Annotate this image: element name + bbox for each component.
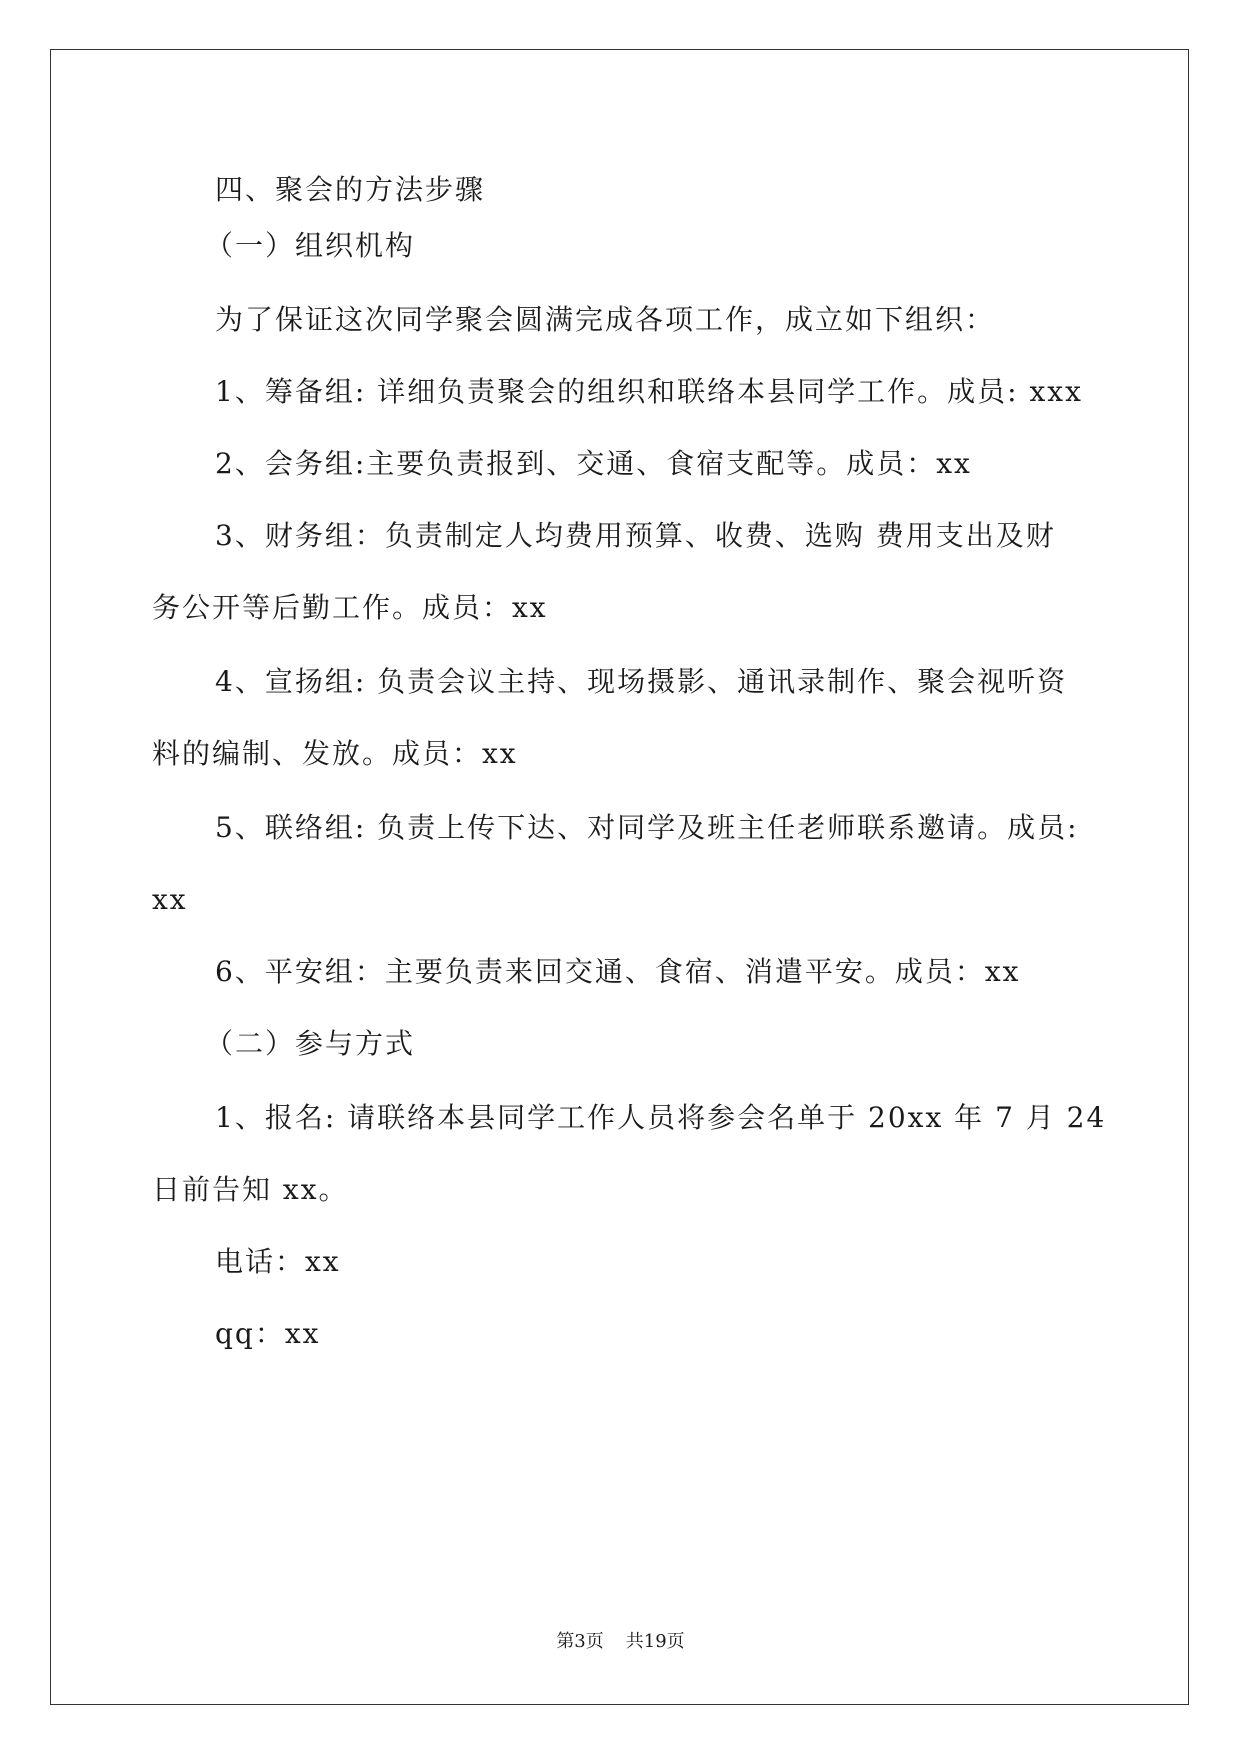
paragraph-item-6: 6、平安组：主要负责来回交通、食宿、消遣平安。成员：xx: [215, 955, 1021, 988]
paragraph-intro: 为了保证这次同学聚会圆满完成各项工作，成立如下组织：: [215, 303, 996, 336]
paragraph-item-2: 2、会务组:主要负责报到、交通、食宿支配等。成员：xx: [215, 447, 972, 480]
page-number-current: 第3页: [556, 1631, 604, 1652]
subsection-heading-participation: （二）参与方式: [205, 1027, 416, 1060]
paragraph-item-3-line-1: 3、财务组：负责制定人均费用预算、收费、选购 费用支出及财: [215, 519, 1056, 552]
page-number-total: 共19页: [625, 1631, 685, 1652]
paragraph-item-5-line-1: 5、联络组: 负责上传下达、对同学及班主任老师联系邀请。成员:: [215, 811, 1079, 844]
paragraph-item-4-line-2: 料的编制、发放。成员：xx: [152, 737, 518, 770]
paragraph-signup-line-1: 1、报名: 请联络本县同学工作人员将参会名单于 20xx 年 7 月 24: [215, 1101, 1107, 1134]
subsection-heading-organization: （一）组织机构: [205, 229, 416, 262]
contact-qq: qq：xx: [215, 1317, 321, 1350]
paragraph-item-1: 1、筹备组: 详细负责聚会的组织和联络本县同学工作。成员: xxx: [215, 375, 1083, 408]
paragraph-item-4-line-1: 4、宣扬组: 负责会议主持、现场摄影、通讯录制作、聚会视听资: [215, 665, 1068, 698]
page-border: [50, 49, 1189, 1705]
paragraph-item-5-line-2: xx: [152, 883, 188, 916]
paragraph-signup-line-2: 日前告知 xx。: [152, 1173, 349, 1206]
contact-phone: 电话：xx: [215, 1245, 341, 1278]
paragraph-item-3-line-2: 务公开等后勤工作。成员：xx: [152, 591, 548, 624]
page-footer: [0, 1630, 1241, 1654]
section-heading-steps: 四、聚会的方法步骤: [215, 173, 486, 206]
